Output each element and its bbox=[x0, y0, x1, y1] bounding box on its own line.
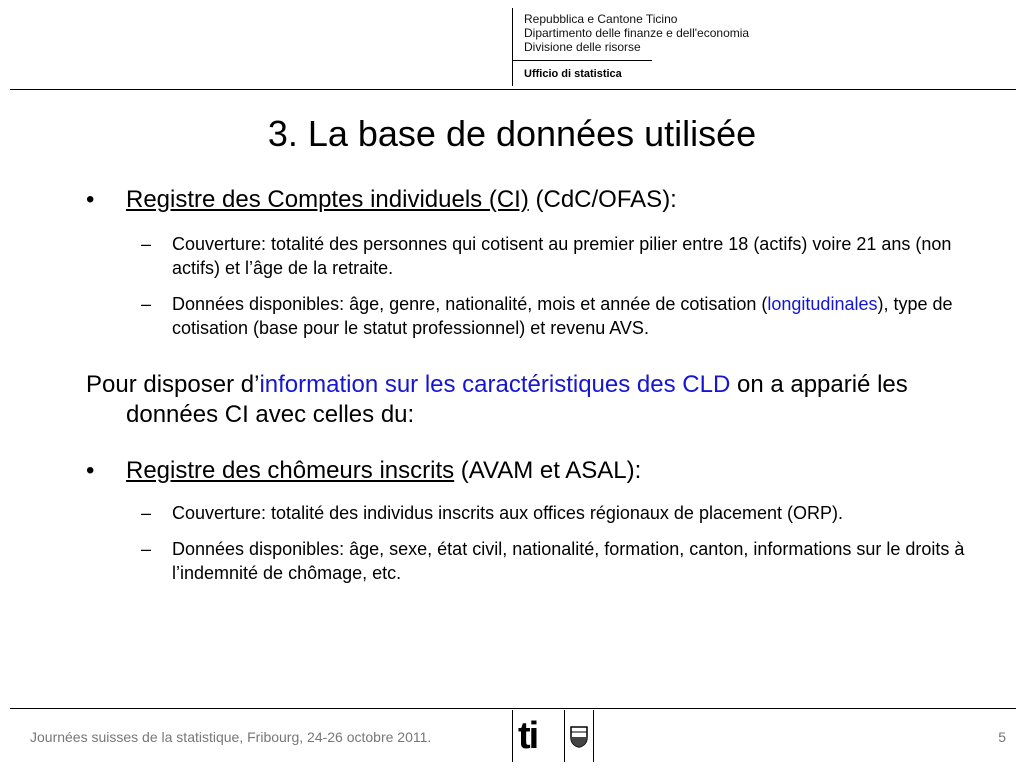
registre-chomeurs-link[interactable]: Registre des chômeurs inscrits bbox=[126, 457, 455, 484]
ti-logo bbox=[512, 710, 594, 762]
registre-ci-source: (CdC/OFAS): bbox=[528, 186, 677, 213]
logo-divider-middle bbox=[564, 710, 565, 762]
slide-content bbox=[86, 184, 966, 585]
donnees-ci-text-1: Données disponibles: âge, genre, nationalité, mois et année de cotisation ( bbox=[172, 294, 768, 314]
bullet-registre-chomeurs bbox=[86, 457, 966, 485]
page-number: 5 bbox=[998, 729, 1006, 745]
donnees-chomeurs-text: Données disponibles: âge, sexe, état civil, nationalité, formation, canton, informations sur le droits à l’indemnité de chômage, etc. bbox=[172, 539, 965, 583]
header-institution bbox=[524, 12, 749, 54]
footer-text: Journées suisses de la statistique, Fribourg, 24-26 octobre 2011. bbox=[30, 729, 432, 745]
paragraph-appariement bbox=[86, 370, 966, 430]
header-unit: Ufficio di statistica bbox=[524, 68, 622, 80]
subitem-couverture-ci bbox=[86, 232, 966, 280]
bullet-registre-ci bbox=[86, 186, 966, 214]
bullet-icon: • bbox=[86, 457, 95, 484]
ticino-shield-icon bbox=[570, 726, 588, 748]
subitem-donnees-chomeurs bbox=[86, 537, 966, 585]
subitem-couverture-chomeurs bbox=[86, 501, 966, 525]
bottom-rule bbox=[10, 708, 1016, 709]
header-logo-block bbox=[512, 8, 812, 86]
logo-divider-right bbox=[593, 710, 594, 762]
bullet-icon: • bbox=[86, 186, 95, 213]
slide-title: 3. La base de données utilisée bbox=[267, 113, 757, 154]
couverture-ci-text: Couverture: totalité des personnes qui cotisent au premier pilier entre 18 (actifs) voire 21 ans (non actifs) et l’âge de la retraite. bbox=[172, 234, 952, 278]
registre-chomeurs-source: (AVAM et ASAL): bbox=[454, 457, 642, 484]
header-line-3: Divisione delle risorse bbox=[524, 40, 641, 54]
longitudinales-link[interactable]: longitudinales bbox=[767, 294, 878, 314]
dash-icon: – bbox=[141, 539, 152, 559]
couverture-chomeurs-text: Couverture: totalité des individus inscrits aux offices régionaux de placement (ORP). bbox=[172, 503, 843, 523]
dash-icon: – bbox=[141, 294, 152, 314]
logo-divider-left bbox=[512, 710, 513, 762]
registre-ci-link[interactable]: Registre des Comptes individuels (CI) bbox=[126, 186, 529, 213]
subitem-donnees-ci bbox=[86, 292, 966, 340]
header-line-1: Repubblica e Cantone Ticino bbox=[524, 12, 678, 26]
paragraph-text-1: Pour disposer d’ bbox=[86, 371, 260, 398]
header-line-2: Dipartimento delle finanze e dell'economia bbox=[524, 26, 750, 40]
paragraph-text-2: on a apparié les données CI avec celles du: bbox=[126, 371, 908, 428]
dash-icon: – bbox=[141, 503, 152, 523]
header-separator bbox=[512, 60, 652, 61]
caracteristiques-cld-link[interactable]: information sur les caractéristiques des CLD bbox=[259, 371, 731, 398]
header-divider bbox=[512, 8, 513, 86]
dash-icon: – bbox=[141, 234, 152, 254]
ti-logo-text: ti bbox=[518, 715, 538, 757]
donnees-ci-text-2: ), type de cotisation (base pour le statut professionnel) et revenu AVS. bbox=[172, 294, 953, 338]
top-rule bbox=[10, 89, 1016, 90]
